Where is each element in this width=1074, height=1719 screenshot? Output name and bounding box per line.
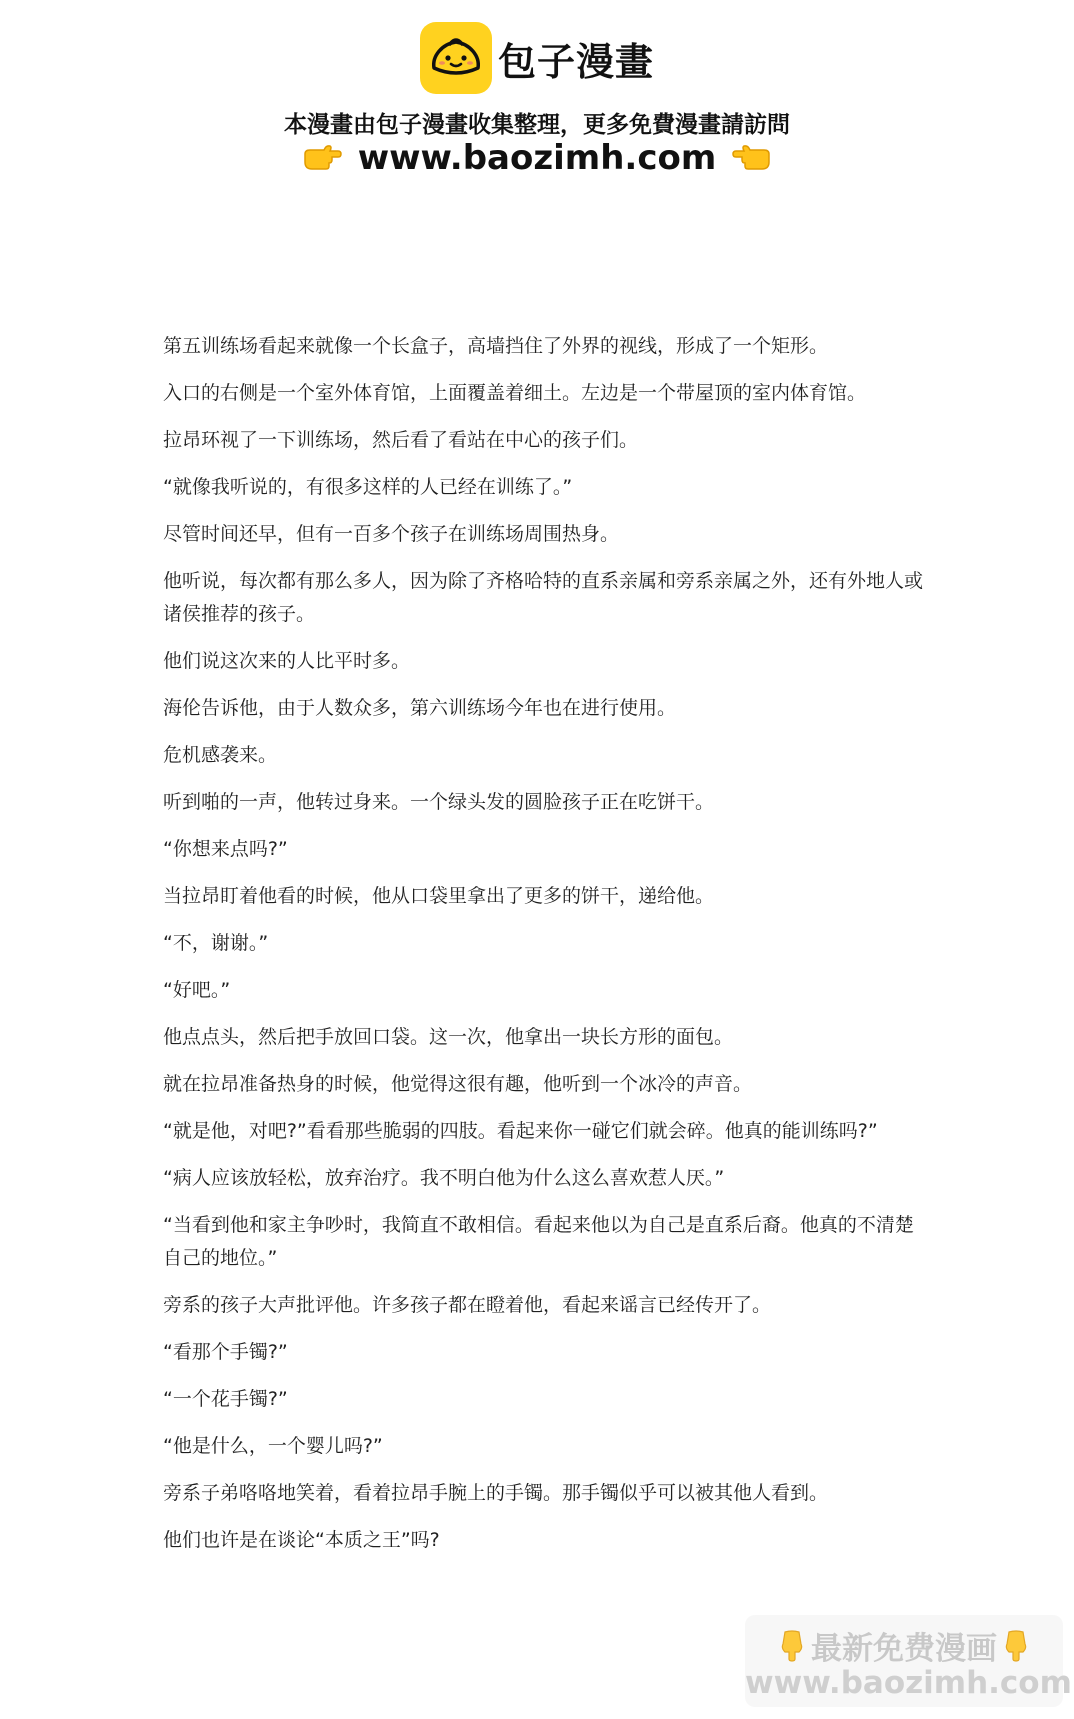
paragraph: “病人应该放轻松，放弃治疗。我不明白他为什么这么喜欢惹人厌。”	[163, 1167, 725, 1189]
watermark-badge[interactable]	[745, 1615, 1072, 1707]
paragraph: “好吧。”	[163, 979, 231, 1001]
paragraph: 拉昂环视了一下训练场，然后看了看站在中心的孩子们。	[163, 429, 639, 451]
paragraph: “不，谢谢。”	[163, 932, 269, 954]
paragraph: 海伦告诉他，由于人数众多，第六训练场今年也在进行使用。	[163, 697, 677, 719]
paragraph: 旁系的孩子大声批评他。许多孩子都在瞪着他，看起来谣言已经传开了。	[163, 1294, 772, 1316]
paragraph: 当拉昂盯着他看的时候，他从口袋里拿出了更多的饼干，递给他。	[163, 885, 715, 907]
paragraph: “看那个手镯?”	[163, 1341, 288, 1363]
watermark-title-row	[745, 1623, 1063, 1668]
watermark-title: 最新免费漫画	[811, 1631, 997, 1667]
paragraph: 听到啪的一声，他转过身来。一个绿头发的圆脸孩子正在吃饼干。	[163, 791, 715, 813]
paragraph: 就在拉昂准备热身的时候，他觉得这很有趣，他听到一个冰冷的声音。	[163, 1073, 753, 1095]
site-url-link[interactable]: www.baozimh.com	[357, 138, 717, 178]
paragraph: “他是什么，一个婴儿吗?”	[163, 1435, 383, 1457]
site-tagline: 本漫畫由包子漫畫收集整理，更多免費漫畫請訪問	[284, 112, 790, 138]
paragraph: “就像我听说的，有很多这样的人已经在训练了。”	[163, 476, 573, 498]
paragraph: 入口的右侧是一个室外体育馆，上面覆盖着细土。左边是一个带屋顶的室内体育馆。	[163, 382, 867, 404]
pointing-down-hand-icon	[779, 1630, 805, 1662]
site-header	[0, 0, 1074, 200]
pointing-right-hand-icon	[302, 142, 342, 174]
pointing-down-hand-icon	[1003, 1630, 1029, 1662]
paragraph: 他点点头，然后把手放回口袋。这一次，他拿出一块长方形的面包。	[163, 1026, 734, 1048]
paragraph: “你想来点吗?”	[163, 838, 288, 860]
site-url-row	[0, 138, 1074, 178]
paragraph: “就是他，对吧?”看看那些脆弱的四肢。看起来你一碰它们就会碎。他真的能训练吗?”	[163, 1120, 878, 1142]
paragraph: 危机感袭来。	[163, 744, 278, 766]
pointing-left-hand-icon	[732, 142, 772, 174]
paragraph: 旁系子弟咯咯地笑着，看着拉昂手腕上的手镯。那手镯似乎可以被其他人看到。	[163, 1482, 829, 1504]
article-body	[163, 330, 923, 1571]
paragraph: 尽管时间还早，但有一百多个孩子在训练场周围热身。	[163, 523, 620, 545]
paragraph: “当看到他和家主争吵时，我简直不敢相信。看起来他以为自己是直系后裔。他真的不清楚自己的地位。”	[163, 1214, 914, 1269]
brand-name: 包子漫畫	[497, 39, 654, 84]
paragraph: “一个花手镯?”	[163, 1388, 288, 1410]
watermark-url: www.baozimh.com	[745, 1665, 1072, 1701]
brand-row	[0, 22, 1074, 94]
baozi-logo-icon[interactable]	[420, 22, 492, 94]
paragraph: 他们也许是在谈论“本质之王”吗?	[163, 1529, 440, 1551]
paragraph: 第五训练场看起来就像一个长盒子，高墙挡住了外界的视线，形成了一个矩形。	[163, 335, 829, 357]
paragraph: 他听说，每次都有那么多人，因为除了齐格哈特的直系亲属和旁系亲属之外，还有外地人或诸侯推荐的孩子。	[163, 570, 924, 625]
paragraph: 他们说这次来的人比平时多。	[163, 650, 411, 672]
